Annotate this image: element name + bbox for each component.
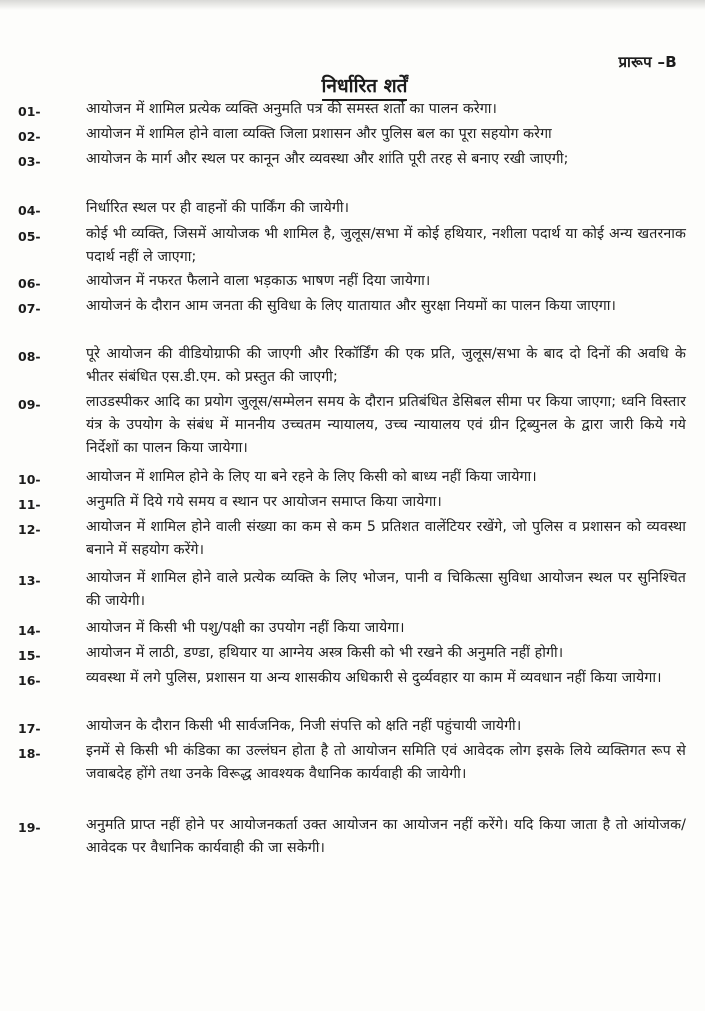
condition-number: 19- <box>18 820 41 835</box>
condition-text: आयोजन में शामिल होने वाला व्यक्ति जिला प्रशासन और पुलिस बल का पूरा सहयोग करेगा <box>86 126 552 142</box>
condition-text: आयोजन के दौरान किसी भी सार्वजनिक, निजी संपत्ति को क्षति नहीं पहुंचायी जायेगी। <box>86 718 522 734</box>
condition-text: इनमें से किसी भी कंडिका का उल्लंघन होता है तो आयोजन समिति एवं आवेदक लोग इसके लिये व्यक्तिगत रूप से जवाबदेह होंगे तथा उनके विरूद्ध आवश्यक वैधानिक कार्यवाही की जायेगी। <box>86 743 686 782</box>
condition-text: पूरे आयोजन की वीडियोग्राफी की जाएगी और रिकॉर्डिंग की एक प्रति, जुलूस/सभा के बाद दो दिनों की अवधि के भीतर संबंधित एस.डी.एम. को प्रस्तुत की जाएगी; <box>86 346 686 385</box>
condition-text: निर्धारित स्थल पर ही वाहनों की पार्किंग की जायेगी। <box>86 200 350 216</box>
condition-number: 08- <box>18 349 41 364</box>
condition-number: 14- <box>18 623 41 638</box>
condition-text: अनुमति प्राप्त नहीं होने पर आयोजनकर्ता उक्त आयोजन का आयोजन नहीं करेंगे। यदि किया जाता है तो आंयोजक/आवेदक पर वैधानिक कार्यवाही की जा सकेगी। <box>86 817 686 856</box>
condition-text: आयोजन में शामिल प्रत्येक व्यक्ति अनुमति पत्र की समस्त शर्तो का पालन करेगा। <box>86 101 498 117</box>
condition-text: आयोजन में शामिल होने वाली संख्या का कम से कम 5 प्रतिशत वालेंटियर रखेंगे, जो पुलिस व प्रशासन को व्यवस्था बनाने में सहयोग करेंगे। <box>86 519 686 558</box>
form-label: प्रारूप –B <box>618 53 677 71</box>
page-top-edge <box>0 0 705 10</box>
condition-text: आयोजन में नफरत फैलाने वाला भड़काऊ भाषण नहीं दिया जायेगा। <box>86 273 431 289</box>
document-title-wrap <box>0 72 705 101</box>
condition-number: 06- <box>18 276 41 291</box>
condition-text: आयोजनं के दौरान आम जनता की सुविधा के लिए यातायात और सुरक्षा नियमों का पालन किया जाएगा। <box>86 298 617 314</box>
condition-number: 01- <box>18 104 41 119</box>
document-title: निर्धारित शर्तें <box>322 72 408 101</box>
condition-text: व्यवस्था में लगे पुलिस, प्रशासन या अन्य शासकीय अधिकारी से दुर्व्यवहार या काम में व्यवधान नहीं किया जायेगा। <box>86 670 662 686</box>
condition-text: कोई भी व्यक्ति, जिसमें आयोजक भी शामिल है, जुलूस/सभा में कोई हथियार, नशीला पदार्थ या कोई अन्य खतरनाक पदार्थ नहीं ले जाएगा; <box>86 226 686 265</box>
condition-number: 15- <box>18 648 41 663</box>
condition-text: आयोजन में शामिल होने के लिए या बने रहने के लिए किसी को बाध्य नहीं किया जायेगा। <box>86 469 537 485</box>
condition-number: 17- <box>18 721 41 736</box>
condition-number: 02- <box>18 129 41 144</box>
condition-number: 10- <box>18 472 41 487</box>
condition-number: 11- <box>18 497 41 512</box>
condition-text: आयोजन के मार्ग और स्थल पर कानून और व्यवस्था और शांति पूरी तरह से बनाए रखी जाएगी; <box>86 151 569 167</box>
condition-text: अनुमति में दिये गये समय व स्थान पर आयोजन समाप्त किया जायेगा। <box>86 494 442 510</box>
condition-number: 18- <box>18 746 41 761</box>
condition-number: 07- <box>18 301 41 316</box>
condition-number: 16- <box>18 673 41 688</box>
condition-number: 13- <box>18 573 41 588</box>
condition-text: आयोजन में किसी भी पशु/पक्षी का उपयोग नहीं किया जायेगा। <box>86 620 405 636</box>
condition-number: 04- <box>18 203 41 218</box>
condition-number: 03- <box>18 154 41 169</box>
condition-number: 05- <box>18 229 41 244</box>
condition-number: 12- <box>18 522 41 537</box>
condition-text: आयोजन में शामिल होने वाले प्रत्येक व्यक्ति के लिए भोजन, पानी व चिकित्सा सुविधा आयोजन स्थल पर सुनिश्चित की जायेगी। <box>86 570 686 609</box>
condition-text: आयोजन में लाठी, डण्डा, हथियार या आग्नेय अस्त्र किसी को भी रखने की अनुमति नहीं होगी। <box>86 645 564 661</box>
condition-text: लाउडस्पीकर आदि का प्रयोग जुलूस/सम्मेलन समय के दौरान प्रतिबंधित डेसिबल सीमा पर किया जाएगा; ध्वनि विस्तार यंत्र के उपयोग के संबंध में माननीय उच्चतम न्यायालय, उच्च न्यायालय एवं ग्रीन ट्रिब्युनल के द्वारा जारी किये गये निर्देशों का पालन किया जायेगा। <box>86 394 686 456</box>
condition-number: 09- <box>18 397 41 412</box>
